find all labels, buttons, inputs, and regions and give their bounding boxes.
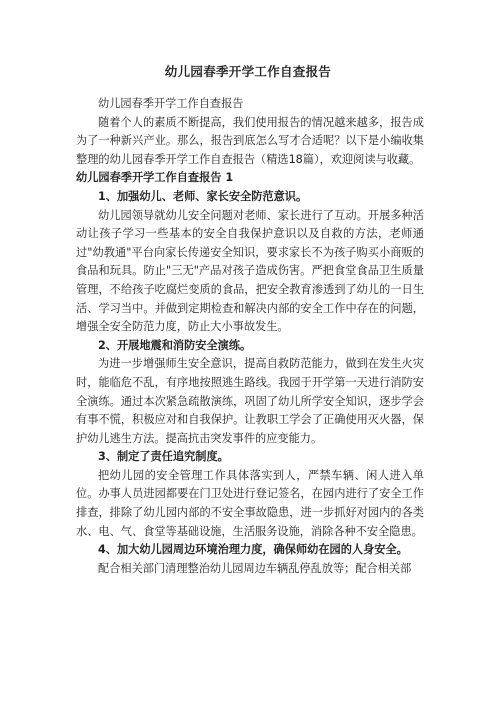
section-body-3: 把幼儿园的安全管理工作具体落实到人，严禁车辆、闲人进入单位。办事人员进园都要在门卫处进行登记签名，在园内进行了安全工作排查，排除了幼儿园内部的不安全事故隐患，进一步抓好对园内的各类水、电、气、食堂等基础设施，生活服务设施，消除各种不安全隐患。 [76,468,424,538]
intro-paragraph: 随着个人的素质不断提高，我们使用报告的情况越来越多，报告成为了一种新兴产业。那么，报告到底怎么写才合适呢？以下是小编收集整理的幼儿园春季开学工作自查报告（精选18篇），欢迎阅读与收藏。 [76,115,424,166]
section-body-1: 幼儿园领导就幼儿安全问题对老师、家长进行了互动。开展多种活动让孩子学习一些基本的安全自我保护意识以及自救的方法，老师通过"幼教通"平台向家长传递安全知识，要求家长不为孩子购买小商贩的食品和玩具。防止"三无"产品对孩子造成伤害。严把食堂食品卫生质量管理，不给孩子吃腐烂变质的食品，把安全教育渗透到了幼儿的一日生活、学习当中。并做到定期检查和解决内部的安全工作中存在的问题，增强全安全防范力度，防止大小事故发生。 [76,208,424,334]
document-body [76,95,424,578]
intro-subtitle: 幼儿园春季开学工作自查报告 [98,97,244,110]
section-body-2: 为进一步增强师生安全意识，提高自救防范能力，做到在发生火灾时，能临危不乱，有序地按照逃生路线。我园于开学第一天进行消防安全演练。通过本次紧急疏散演练，巩固了幼儿所学安全知识，逐步学会有事不慌，积极应对和自我保护。让教职工学会了正确使用灭火器，保护幼儿逃生方法。提高抗击突发事件的应变能力。 [76,357,424,445]
section-heading-3: 3、制定了责任追究制度。 [98,450,229,464]
report-heading: 幼儿园春季开学工作自查报告 1 [76,171,234,185]
section-heading-1: 1、加强幼儿、老师、家长安全防范意识。 [98,189,308,203]
section-body-4: 配合相关部门清理整治幼儿园周边车辆乱停乱放等；配合相关部 [98,561,412,575]
section-heading-2: 2、开展地震和消防安全演练。 [98,338,252,352]
document-title: 幼儿园春季开学工作自查报告 [164,64,332,79]
section-heading-4: 4、加大幼儿园周边环境治理力度，确保师幼在园的人身安全。 [98,543,408,557]
